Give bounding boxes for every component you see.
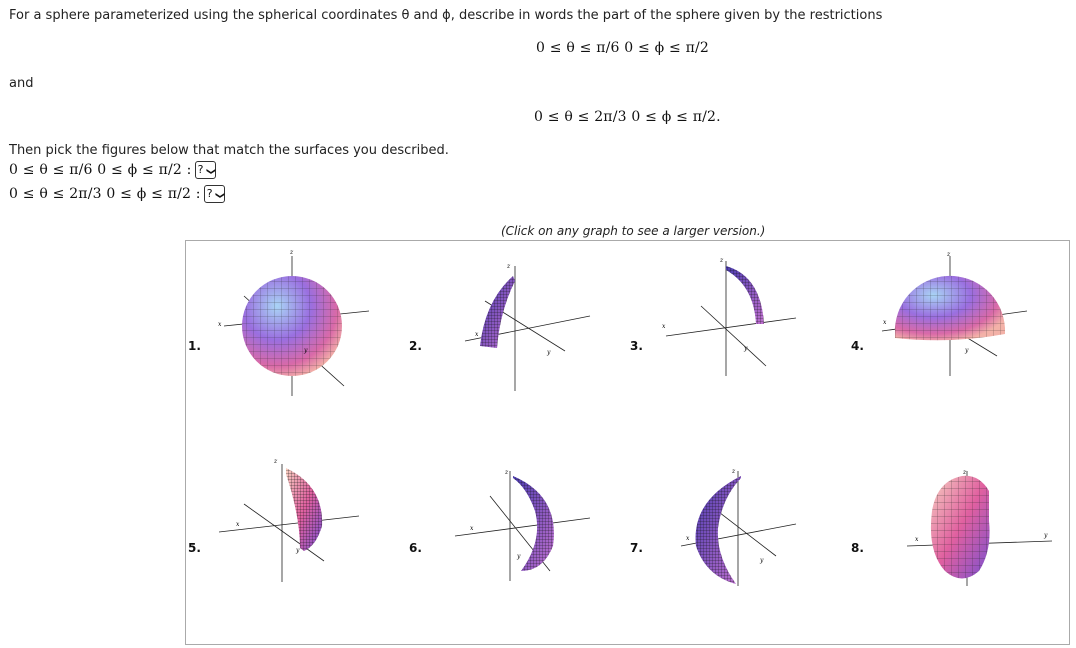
figure-5[interactable] <box>186 441 407 641</box>
answer-2-label: 0 ≤ θ ≤ 2π/3 0 ≤ ϕ ≤ π/2 : <box>9 186 201 202</box>
figure-5-plot <box>204 446 399 636</box>
figure-number: 3. <box>630 339 643 353</box>
figure-7[interactable] <box>628 441 849 641</box>
x-axis-label: x <box>686 535 690 542</box>
restriction-2: 0 ≤ θ ≤ 2π/3 0 ≤ ϕ ≤ π/2. <box>534 109 721 125</box>
y-axis-label: y <box>304 347 308 354</box>
answer-row-1 <box>9 161 216 179</box>
restriction-1: 0 ≤ θ ≤ π/6 0 ≤ ϕ ≤ π/2 <box>536 40 710 56</box>
question-intro: For a sphere parameterized using the spherical coordinates θ and ϕ, describe in words the part of the sphere given by the restrictions <box>9 8 883 23</box>
x-axis-label: x <box>883 319 887 326</box>
figure-2[interactable] <box>407 241 628 441</box>
y-axis-label: y <box>744 345 748 352</box>
figure-2-plot <box>425 246 620 436</box>
x-axis-label: x <box>470 525 474 532</box>
figure-grid <box>185 240 1070 645</box>
y-axis-label: y <box>296 547 300 554</box>
click-note: (Click on any graph to see a larger version.) <box>501 224 766 238</box>
z-axis-label: z <box>732 468 736 475</box>
figure-number: 6. <box>409 541 422 555</box>
figure-1[interactable] <box>186 241 407 441</box>
figure-6-plot <box>425 446 620 636</box>
z-axis-label: z <box>505 469 509 476</box>
figure-1-plot <box>204 246 399 436</box>
answer-1-label: 0 ≤ θ ≤ π/6 0 ≤ ϕ ≤ π/2 : <box>9 162 192 178</box>
figure-number: 8. <box>851 541 864 555</box>
x-axis-label: x <box>475 331 479 338</box>
figure-4-plot <box>867 246 1062 436</box>
figure-3-plot <box>646 246 841 436</box>
z-axis-label: z <box>274 458 278 465</box>
z-axis-label: z <box>963 469 967 476</box>
figure-3[interactable] <box>628 241 849 441</box>
z-axis-label: z <box>507 263 511 270</box>
figure-6[interactable] <box>407 441 628 641</box>
z-axis-label: z <box>290 249 294 256</box>
figure-4[interactable] <box>849 241 1070 441</box>
x-axis-label: x <box>218 321 222 328</box>
y-axis-label: y <box>517 553 521 560</box>
answer-row-2 <box>9 185 225 203</box>
figure-number: 4. <box>851 339 864 353</box>
answer-2-select[interactable]: ?❯ <box>204 185 226 203</box>
z-axis-label: z <box>720 257 724 264</box>
pick-instructions: Then pick the figures below that match the surfaces you described. <box>9 143 449 158</box>
chevron-down-icon: ❯ <box>205 167 215 176</box>
answer-1-select[interactable]: ?❯ <box>195 161 217 179</box>
figure-number: 1. <box>188 339 201 353</box>
x-axis-label: x <box>236 521 240 528</box>
figure-number: 2. <box>409 339 422 353</box>
figure-8[interactable] <box>849 441 1070 641</box>
y-axis-label: y <box>1044 532 1048 539</box>
figure-number: 7. <box>630 541 643 555</box>
z-axis-label: z <box>947 251 951 258</box>
x-axis-label: x <box>662 323 666 330</box>
figure-number: 5. <box>188 541 201 555</box>
and-label: and <box>9 76 34 91</box>
y-axis-label: y <box>760 557 764 564</box>
figure-8-plot <box>867 446 1062 636</box>
y-axis-label: y <box>547 349 551 356</box>
x-axis-label: x <box>915 536 919 543</box>
y-axis-label: y <box>965 347 969 354</box>
chevron-down-icon: ❯ <box>214 191 225 200</box>
figure-7-plot <box>646 446 841 636</box>
